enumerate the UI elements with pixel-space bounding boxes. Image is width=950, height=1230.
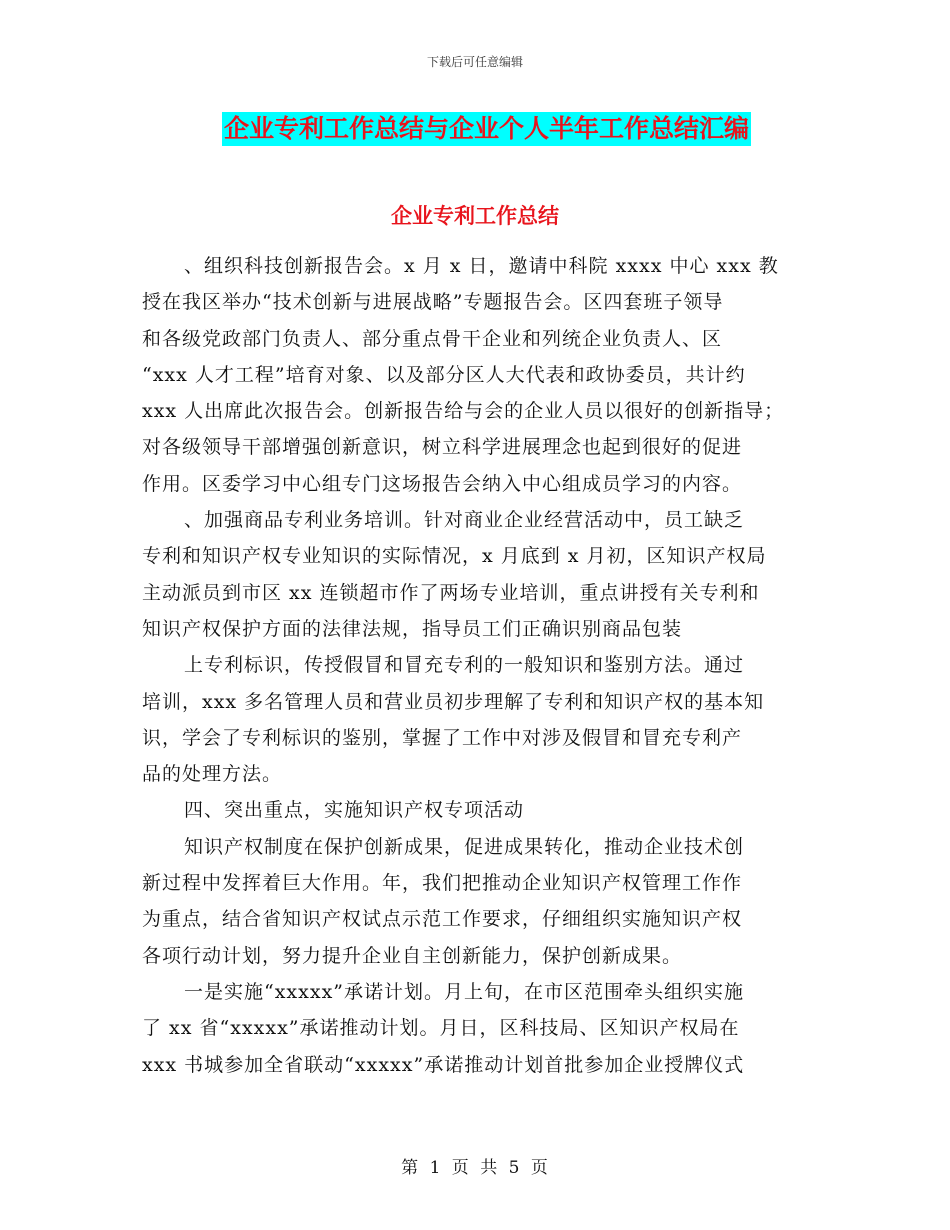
body-line: 作用。区委学习中心组专门这场报告会纳入中心组成员学习的内容。 [142,472,743,495]
body-line: 四、突出重点，实施知识产权专项活动 [184,799,525,822]
page-number-footer: 第 1 页 共 5 页 [401,1158,549,1178]
body-line: 、组织科技创新报告会。x 月 x 日，邀请中科院 xxxx 中心 xxx 教 [184,255,779,277]
body-line: 对各级领导干部增强创新意识，树立科学进展理念也起到很好的促进 [142,436,743,459]
body-line: xxx 人出席此次报告会。创新报告给与会的企业人员以很好的创新指导； [142,400,785,423]
body-line: 识，学会了专利标识的鉴别，掌握了工作中对涉及假冒和冒充专利产 [142,726,743,749]
body-line: xxx 书城参加全省联动“xxxxx”承诺推动计划首批参加企业授牌仪式 [142,1053,745,1076]
body-line: 上专利标识，传授假冒和冒充专利的一般知识和鉴别方法。通过 [184,654,745,677]
body-line: 为重点，结合省知识产权试点示范工作要求，仔细组织实施知识产权 [142,908,743,931]
document-body [142,248,822,1083]
body-line: “xxx 人才工程”培育对象、以及部分区人大代表和政协委员，共计约 [142,363,746,386]
body-line: 新过程中发挥着巨大作用。年，我们把推动企业知识产权管理工作作 [142,872,743,895]
body-line: 和各级党政部门负责人、部分重点骨干企业和列统企业负责人、区 [142,327,723,350]
body-line: 了 xx 省“xxxxx”承诺推动计划。月日，区科技局、区知识产权局在 [142,1017,740,1040]
body-line: 各项行动计划，努力提升企业自主创新能力，保护创新成果。 [142,944,683,967]
section-title: 企业专利工作总结 [391,204,559,228]
body-line: 知识产权制度在保护创新成果，促进成果转化，推动企业技术创 [184,835,745,858]
body-line: 主动派员到市区 xx 连锁超市作了两场专业培训，重点讲授有关专利和 [142,581,760,604]
body-line: 、加强商品专利业务培训。针对商业企业经营活动中，员工缺乏 [184,509,745,532]
body-line: 知识产权保护方面的法律法规，指导员工们正确识别商品包装 [142,617,683,640]
body-line: 一是实施“xxxxx”承诺计划。月上旬，在市区范围牵头组织实施 [184,980,745,1003]
header-note: 下载后可任意编辑 [426,55,523,69]
document-main-title: 企业专利工作总结与企业个人半年工作总结汇编 [222,112,751,146]
body-line: 专利和知识产权专业知识的实际情况，x 月底到 x 月初，区知识产权局 [142,545,767,568]
body-line: 品的处理方法。 [142,763,283,786]
body-line: 授在我区举办“技术创新与进展战略”专题报告会。区四套班子领导 [142,291,724,314]
body-line: 培训，xxx 多名管理人员和营业员初步理解了专利和知识产权的基本知 [142,690,765,713]
